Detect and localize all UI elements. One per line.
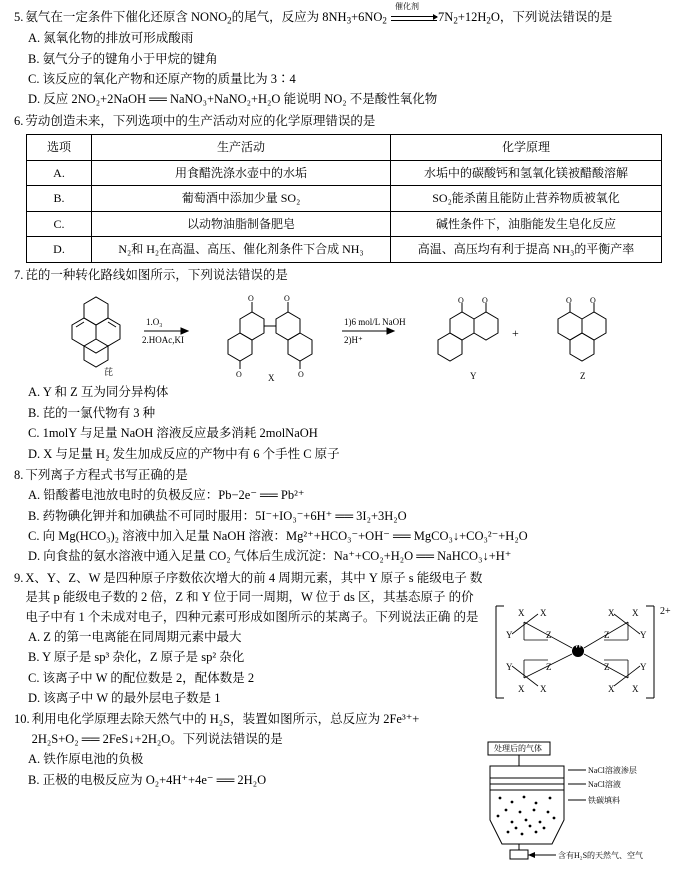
cell-principle: 碱性条件下，油脂能发生皂化反应 — [391, 211, 662, 237]
header-principle: 化学原理 — [391, 135, 662, 161]
ligand-atom-label: Z — [546, 630, 552, 640]
catalyst-arrow — [391, 2, 437, 25]
ligand-atom-label: Z — [604, 630, 610, 640]
question-10 — [14, 710, 464, 790]
svg-text:O: O — [298, 370, 304, 380]
label-x: X — [268, 373, 275, 382]
cell-principle: 高温、高压均有利于提高 NH₃的平衡产率 — [391, 237, 662, 263]
svg-text:O: O — [590, 296, 596, 306]
option-c[interactable]: C. 该离子中 W 的配位数是 2，配体数是 2 — [28, 670, 255, 685]
plus-sign: + — [512, 326, 519, 341]
cell-option: D. — [27, 237, 92, 263]
option-c[interactable]: C. 向 Mg(HCO₃)₂ 溶液中加入足量 NaOH 溶液：Mg²⁺+HCO₃⁻+OH⁻ ══ MgCO₃↓+CO₃²⁻+H₂O — [28, 529, 528, 544]
ion-charge-label: 2+ — [660, 606, 671, 617]
cell-activity: 用食醋洗涤水壶中的水垢 — [92, 160, 391, 186]
question-6-stem: 劳动创造未来，下列选项中的生产活动对应的化学原理错误的是 — [25, 113, 376, 128]
question-7-stem: 芘的一种转化路线如图所示，下列说法错误的是 — [25, 268, 288, 283]
ligand-atom-label: Y — [640, 662, 647, 672]
cell-activity: 以动物油脂制备肥皂 — [92, 211, 391, 237]
reaction-scheme-svg — [46, 289, 646, 381]
reagent1-top: 1.O₃ — [146, 317, 163, 328]
question-7-number: 7. — [14, 268, 24, 283]
question-5-options — [14, 29, 678, 110]
label-start: 芘 — [104, 367, 114, 378]
reagent1-bottom: 2.HOAc,KI — [142, 335, 184, 346]
q9-stem-line-4: 的是 — [453, 609, 479, 624]
table-row[interactable] — [27, 211, 662, 237]
question-7-options — [14, 383, 678, 464]
option-a[interactable]: A. Y 和 Z 互为同分异构体 — [28, 385, 169, 400]
header-activity: 生产活动 — [92, 135, 391, 161]
question-10-figure — [464, 740, 674, 876]
q5-stem-part-f: O，下列说法错误的是 — [490, 10, 613, 24]
question-5-number: 5. — [14, 10, 24, 24]
option-c[interactable]: C. 该反应的氧化产物和还原产物的质量比为 3∶4 — [28, 71, 296, 86]
option-a[interactable]: A. 氮氧化物的排放可形成酸雨 — [28, 31, 194, 46]
ligand-atom-label: Y — [640, 630, 647, 640]
option-a[interactable]: A. 铅酸蓄电池放电时的负极反应：Pb−2e⁻ ══ Pb²⁺ — [28, 488, 305, 503]
question-9-figure — [488, 600, 678, 711]
q10-stem-line-1: 利用电化学原理去除天然气中的 H₂S，装置如图所示，总反应为 2Fe³⁺+ — [31, 712, 420, 727]
reaction-scheme-figure — [14, 289, 678, 381]
option-a[interactable]: A. 铁作原电池的负极 — [28, 752, 144, 767]
cell-option: C. — [27, 211, 92, 237]
cell-principle: 水垢中的碳酸钙和氢氧化镁被醋酸溶解 — [391, 160, 662, 186]
cell-option: A. — [27, 160, 92, 186]
question-10-number: 10. — [14, 712, 30, 727]
ligand-atom-label: X — [608, 608, 615, 618]
ligand-atom-label: Y — [506, 662, 513, 672]
table-row[interactable] — [27, 160, 662, 186]
svg-text:O: O — [482, 296, 488, 306]
q5-stem-part-b: 的尾气，反应为 8NH — [231, 10, 347, 24]
option-a[interactable]: A. Z 的第一电离能在同周期元素中最大 — [28, 629, 242, 644]
question-6-number: 6. — [14, 113, 24, 128]
question-5 — [14, 2, 678, 110]
question-8-number: 8. — [14, 467, 24, 482]
cell-activity: N₂和 H₂在高温、高压、催化剂条件下合成 NH₃ — [92, 237, 391, 263]
option-d[interactable]: D. 该离子中 W 的最外层电子数是 1 — [28, 691, 221, 706]
question-6 — [14, 112, 678, 263]
ligand-atom-label: X — [608, 684, 615, 694]
svg-text:O: O — [566, 296, 572, 306]
option-b[interactable]: B. Y 原子是 sp³ 杂化，Z 原子是 sp² 杂化 — [28, 650, 245, 665]
question-8-stem: 下列离子方程式书写正确的是 — [25, 467, 188, 482]
ligand-atom-label: X — [632, 608, 639, 618]
ligand-atom-label: Z — [604, 662, 610, 672]
catalyst-label: 催化剂 — [395, 2, 420, 12]
cell-option: B. — [27, 186, 92, 212]
svg-text:O: O — [248, 294, 254, 304]
reagent2-top: 1)6 mol/L NaOH — [344, 317, 406, 328]
right-label-3: 铁碳填料 — [588, 796, 620, 805]
table-row[interactable] — [27, 237, 662, 263]
electrochemical-device-svg — [464, 740, 674, 870]
ligand-atom-label: X — [540, 684, 547, 694]
question-9-number: 9. — [14, 570, 24, 585]
option-b[interactable]: B. 正极的电极反应为 O₂+4H⁺+4e⁻ ══ 2H₂O — [28, 772, 267, 787]
svg-text:O: O — [458, 296, 464, 306]
table-header-row — [27, 135, 662, 161]
ligand-atom-label: X — [518, 608, 525, 618]
question-8 — [14, 466, 678, 567]
cell-principle: SO₂能杀菌且能防止营养物质被氧化 — [391, 186, 662, 212]
option-c[interactable]: C. 1molY 与足量 NaOH 溶液反应最多消耗 2molNaOH — [28, 426, 318, 441]
label-y: Y — [470, 371, 477, 382]
q9-stem-line-1: X、Y、Z、W 是四种原子序数依次增大的前 4 周期元素，其中 Y 原子 s 能级电子 — [25, 570, 467, 585]
ligand-atom-label: Y — [506, 630, 513, 640]
q5-stem-part-a: 氨气在一定条件下催化还原含 NO — [25, 10, 210, 24]
option-d[interactable]: D. 向食盐的氨水溶液中通入足量 CO₂ 气体后生成沉淀：Na⁺+CO₂+H₂O ══ NaHCO₃↓+H⁺ — [28, 549, 512, 564]
q9-stem-line-3: 的价电子中有 1 个未成对电子，四种元素可形成如图所示的某离子。下列说法正确 — [25, 590, 474, 624]
question-9-options — [14, 628, 484, 709]
cell-activity: 葡萄酒中添加少量 SO₂ — [92, 186, 391, 212]
question-10-stem — [32, 710, 464, 749]
svg-text:O: O — [236, 370, 242, 380]
question-6-table — [26, 134, 662, 263]
question-5-stem: 氨气在一定条件下催化还原含 $NONO_2$的尾气，反应为 $8NH_3+6NO_2$ 催化剂 $7N_2+12H_2O$，下列说法错误的是 — [25, 2, 613, 26]
label-z: Z — [580, 371, 586, 382]
table-row[interactable] — [27, 186, 662, 212]
ligand-atom-label: Z — [546, 662, 552, 672]
ligand-atom-label: X — [518, 684, 525, 694]
question-8-options — [14, 486, 678, 567]
q5-stem-part-d: 7N — [438, 10, 454, 24]
top-label: 处理后的气体 — [494, 744, 542, 753]
question-9-stem — [25, 569, 484, 627]
ligand-atom-label: X — [540, 608, 547, 618]
question-9 — [14, 569, 484, 709]
ligand-atom-label: X — [632, 684, 639, 694]
right-label-1: NaCl溶液渗层 — [588, 766, 637, 775]
option-b[interactable]: B. 芘的一氯代物有 3 种 — [28, 405, 156, 420]
option-b[interactable]: B. 氨气分子的键角小于甲烷的键角 — [28, 51, 218, 66]
svg-text:O: O — [284, 294, 290, 304]
option-b[interactable]: B. 药物碘化钾并和加碘盐不可同时服用：5I⁻+IO₃⁻+6H⁺ ══ 3I₂+3H₂O — [28, 508, 407, 523]
reagent2-bottom: 2)H⁺ — [344, 335, 363, 346]
question-10-options — [14, 750, 464, 790]
center-atom-label: W — [574, 640, 583, 650]
right-label-2: NaCl溶液 — [588, 780, 621, 789]
question-7 — [14, 266, 678, 464]
option-d[interactable]: D. 反应 2NO₂+2NaOH ══ NaNO₃+NaNO₂+H₂O 能说明 NO₂ 不是酸性氧化物 — [28, 92, 438, 107]
q5-stem-part-c: +6NO — [351, 10, 383, 24]
option-d[interactable]: D. X 与足量 H₂ 发生加成反应的产物中有 6 个手性 C 原子 — [28, 446, 340, 461]
q5-stem-part-e: +12H — [457, 10, 487, 24]
complex-ion-svg — [488, 600, 678, 705]
header-option: 选项 — [27, 135, 92, 161]
q10-stem-line-2: 2H₂S+O₂ ══ 2FeS↓+2H₂O。下列说法错误的是 — [31, 731, 283, 746]
bottom-label: 含有H₂S的天然气、空气 — [558, 851, 644, 860]
q9-stem-line-2: 数是其 p 能级电子数的 2 倍，Z 和 Y 位于同一周期，W 位于 ds 区，其基态原子 — [25, 570, 483, 605]
